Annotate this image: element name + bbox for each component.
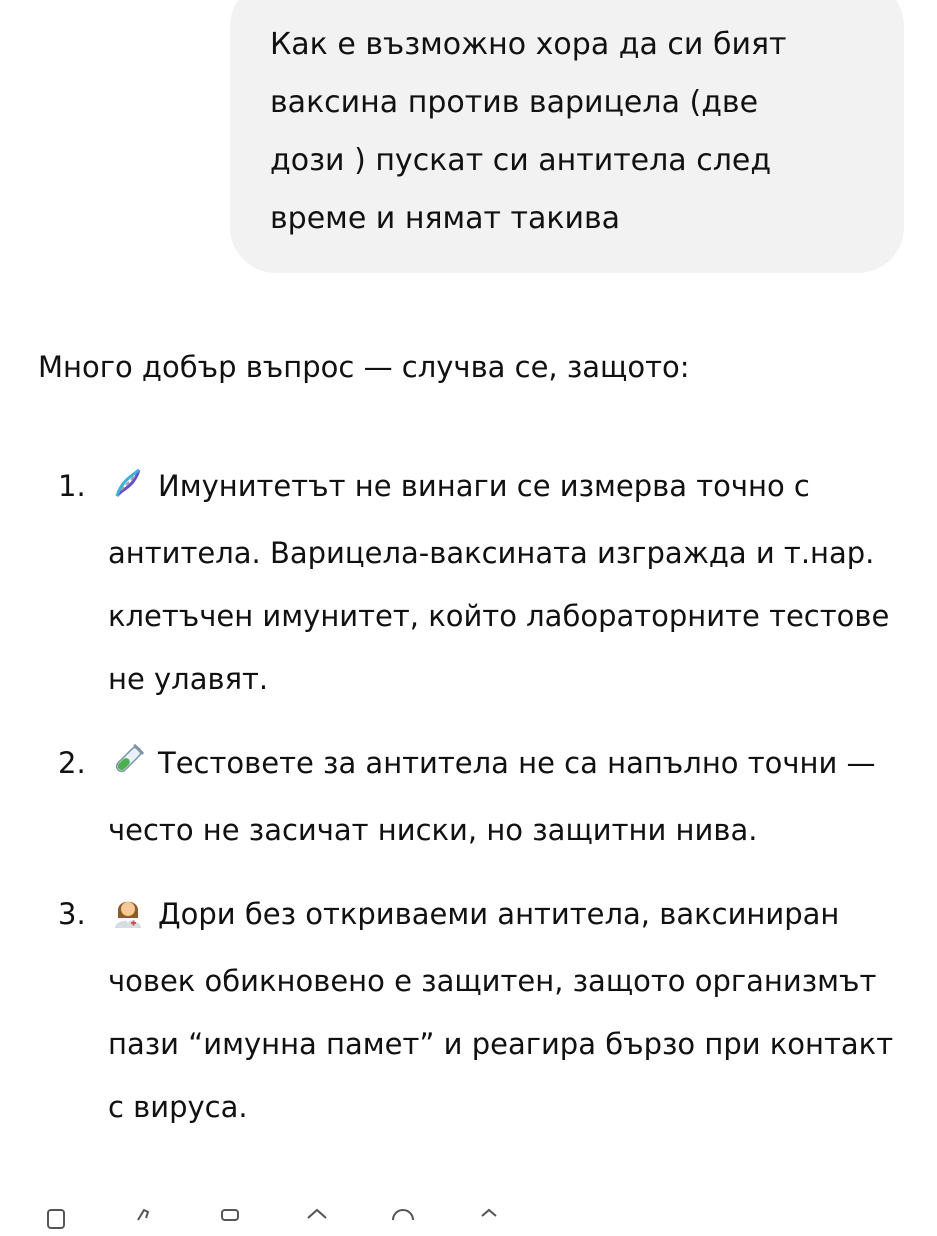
- assistant-intro-text: Много добър въпрос — случва се, защото:: [38, 350, 690, 384]
- list-item-text: Имунитетът не винаги се измерва точно с антитела. Варицела-ваксината изгражда и т.нар. клетъчен имунитет, който лабораторните тестове не улавят.: [108, 469, 890, 696]
- thumbs-up-icon[interactable]: [130, 1206, 160, 1236]
- list-item: [0, 455, 937, 711]
- list-item: [0, 732, 937, 862]
- user-message-bubble: [230, 0, 904, 273]
- list-item: [0, 883, 937, 1139]
- list-item-text: Тестовете за антитела не са напълно точни — често не засичат ниски, но защитни нива.: [108, 746, 876, 847]
- thumbs-down-icon[interactable]: [216, 1206, 246, 1236]
- list-item-number: 1.: [58, 469, 86, 503]
- health-worker-icon: [108, 887, 148, 950]
- copy-icon[interactable]: [44, 1206, 74, 1236]
- user-message-text: Как е възможно хора да си бият ваксина против варицела (две дози ) пускат си антитела след време и нямат такива: [270, 27, 787, 236]
- dna-icon: [108, 459, 148, 522]
- list-item-number: 2.: [58, 746, 86, 780]
- test-tube-icon: [108, 736, 148, 799]
- list-item-text: Дори без откриваеми антитела, ваксиниран човек обикновено е защитен, защото организмът пази “имунна памет” и реагира бързо при контакт с вируса.: [108, 897, 894, 1124]
- list-item-number: 3.: [58, 897, 86, 931]
- more-icon[interactable]: [474, 1206, 504, 1236]
- regenerate-icon[interactable]: [388, 1206, 418, 1236]
- answer-list: [0, 455, 937, 1139]
- share-icon[interactable]: [302, 1206, 332, 1236]
- message-action-bar: [44, 1206, 604, 1226]
